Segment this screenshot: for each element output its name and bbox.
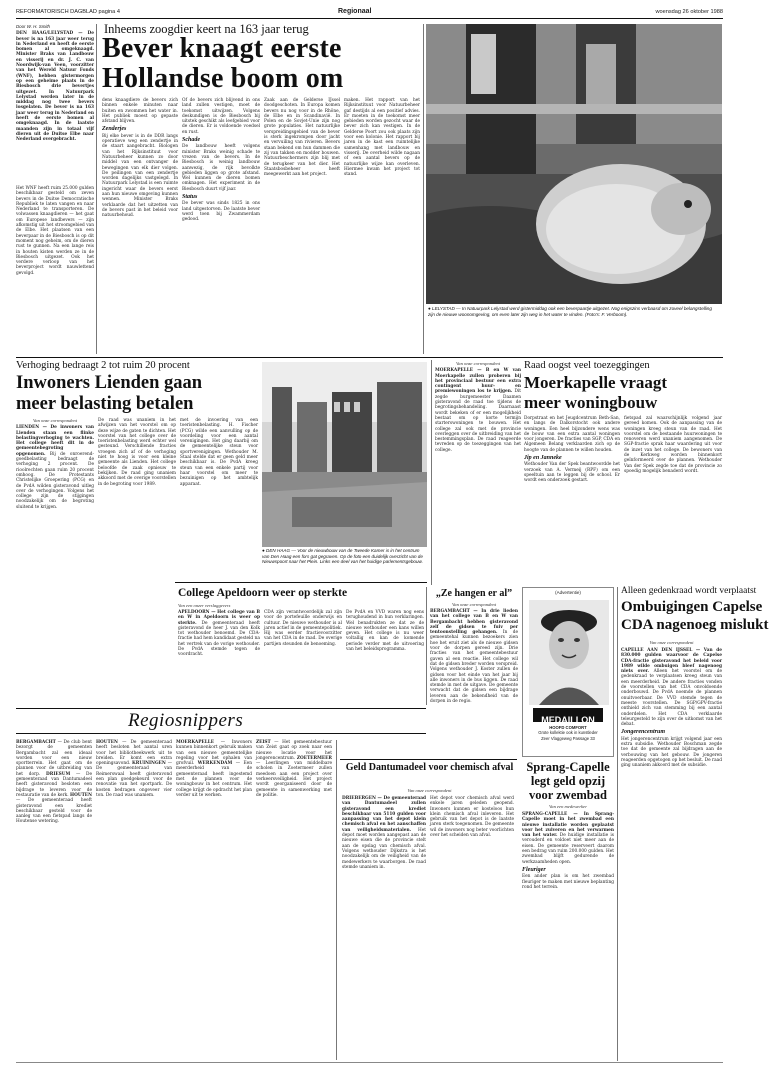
medaillon-photo [529, 600, 609, 705]
sprang-byline: Van een medewerker [548, 804, 587, 809]
hangen-body: BERGAMBACHT — In drie lieden van het college van B en W van Bergambacht hebben gisteravond zelf de gidsen te fuiv per tentoonstelling gehangen. In de gemeentehal kunnen bezoekers zien hoe het eruit ziet als de nieuwe gidsen voor de dorpen gereed zijn. Drie fracties van het gemeentebestuur gaven al een reactie. Het college wil dat de gidsen breder worden verspreid. Volgens wethouder J. Koster zullen de gidsen voor het einde van het jaar bij alle inwoners in de bus liggen. De raad stemde in met de uitgave. De gemeente verwacht dat de gidsen een bijdrage leveren aan de bekendheid van de dorpen in de regio. [430, 609, 518, 705]
dantumadeel-col1: DRIEBERGEN — De gemeenteraad van Dantumadeel zullen gisteravond een krediet beschikbaar van 5110 gulden voor aanpassing van het depot klein chemisch afval en het aanschaffen van veiligheidsmaterialen. Het depot moet worden aangepast aan de nieuwe eisen die de provincie stelt aan de opslag van chemisch afval. Volgens wethouder Dijkstra is het noodzakelijk om de veiligheid van de medewerkers te waarborgen. De raad stemde unaniem in. [342, 796, 426, 870]
snippers-col4: ZEIST — Het gemeentebestuur van Zeist gaat op zoek naar een nieuwe locatie voor het jongerencentrum. ZOETERMEER — Leerlingen van middelbare scholen in Zoetermeer zullen meedoen aan een project over verkeersveiligheid. Het project wordt georganiseerd door de gemeente in samenwerking met de politie. [256, 740, 332, 798]
medaillon-text: HOOFD COMFORT Grote kollektie ook in kunstleder Zeer Vlaggeweg Passage 33 [538, 725, 598, 741]
bever-sub-zenderjes: Zenderjes [102, 126, 127, 133]
lienden-col1: Van onze correspondent LIENDEN — De inwoners van Lienden staan een flinke belastingverhoging te wachten. Het college heeft dit in de gemeentebegroting opgenomen. Bij de onroerend-goedbelasting bedraagt de verhoging 2 procent. De rioolrechten gaan ruim 20 procent omhoog. De Protestants Christelijke Groepering (PCG) en de PvdA wilden gisteravond uitleg over de verhogingen. Volgens het college zijn de stijgingen noodzakelijk om de begroting sluitend te krijgen. [16, 418, 94, 510]
moerkapelle-col1: Van onze correspondent MOERKAPELLE — B en W van Moerkapelle zullen proberen bij het provinciaal bestuur een extra contingent huur- en premiewoningen los te krijgen. Dit zegde burgemeester Daamen gisteravond de raad toe tijdens de begrotingsbehandeling. Daarnaast wordt bekeken of er een mogelijkheid bestaat om op korte termijn starterswoningen te bouwen. Het college zal ook met de provincie overleggen over de uitbreiding van het bestemmingsplan. De raad reageerde tevreden op de toezeggingen van het college. [435, 361, 521, 453]
bever-col1: Het WNF heeft ruim 25.000 gulden beschikbaar gesteld om zeven bevers in de Duitse Democratische Republiek te laten vangen en naar Nederland te transporteren. De volwassen knaagdieren — het gaat om Europese landbevers — zijn afkomstig uit het stroomgebied van de Elbe. Het plaatsen van een beverpaar in de Biesbosch is op dit moment nog geheim, om de dieren rust te gunnen. Na een lange reis in houten kisten werden ze in de Biesbosch uitgezet. Ook het verdere verloop van het beverproject wordt nauwlettend gevolgd. [16, 186, 94, 276]
denhaag-caption: ● DEN HAAG — Voor de nieuwbouw van de Tweede Kamer is in het centrum van Den Haag een fors gat gegraven. Op de foto een duidelijk overzicht van de Nieuwspoort naar het Plein. Links een deel van het huidige parlementsgebouw. [262, 548, 423, 565]
bever-col4: Zaak aan de Gelderse IJssel doodgeschoten. In Europa komen bevers nu nog voor in de Rhône, de Elbe en in Scandinavië. In Polen en de Sovjet-Unie zijn nog grote populaties. Het natuurlijke verspreidingsgebied van de bever is sterk ingekrompen door jacht en vervuiling van rivieren. Bevers staan bekend om hun dammen die zij van takken en modder bouwen. Natuurbeschermers zijn blij met de terugkeer van het dier. Het Staatsbosbeheer heeft meegewerkt aan het project. [264, 98, 340, 178]
lienden-col2: De raad was unaniem in het afwijzen van het voorstel om op deze wijze de gaten te dichten. Het voorstel van het college over de toeristenbelasting werd echter wel gesteund. Verschillende fracties vroegen zich af of de verhoging niet te hoog is voor een kleine gemeente als Lienden. Het college beloofde de zaak opnieuw te bekijken. De raad ging unaniem akkoord met de overige voorstellen in de begroting voor 1989. [98, 418, 176, 487]
bever-col2: dens knaagdiere de bevers zich binnen enkele minuten naar buiten en zwommen het water in. Het publiek moest op gepaste afstand blijven. Zenderjes Bij elke bever is in de DDR langs operatieve weg een zendertje in de staart aangebracht. Biologen van het Rijksinstituut voor Natuurbeheer kunnen zo door middel van een ontvanger de bewegingen van elk dier volgen. De peilingen van een zendertje worden dagelijks vastgelegd. In Natuurpark Lelystad is een ruimte ingericht waar de bevers eerst aan hun nieuwe omgeving kunnen wennen. Minister Braks verklaarde dat het uitzetten van de bevers past in het beleid voor natuurbehoud. [102, 98, 178, 219]
moerkapelle-col3: fietspad zal waarschijnlijk volgend jaar gereed komen. Ook de aanpassing van de woningen kreeg steun van de raad. Het voorstel om de bestaande huurwoningen te renoveren werd unaniem aangenomen. De SGP-fractie sprak haar waardering uit voor de inzet van het college. De bewoners van de Kerkweg worden binnenkort geïnformeerd over de plannen. Wethouder Van der Spek zegde toe dat de provincie zo spoedig mogelijk benaderd wordt. [624, 416, 722, 474]
apeldoorn-col3: De PvdA en VVD waren nog eens terughoudend in hun verklaringen. Wel benadrukten ze dat ze de nieuwe wethouder een kans willen geven. Het college is nu weer voltallig en kan de komende periode verder met de uitvoering van het beleidsprogramma. [346, 610, 424, 653]
masthead-date: woensdag 26 oktober 1988 [655, 9, 723, 15]
sprang-body: SPRANG-CAPELLE — In Sprang-Capelle moet in het zwembad een nieuwe installatie worden geplaatst voor het zuiveren en het verwarmen van het water. De huidige installatie is verouderd en voldoet niet meer aan de eisen. De gemeente reserveert daarom een bedrag van ruim 200.000 gulden. Het zwembad blijft gedurende de werkzaamheden open. Fleuriger Een ander plan is om het zwembad fleuriger te maken met nieuwe beplanting rond het terrein. [522, 812, 614, 890]
bever-caption: ● LELYSTAD — In Natuurpark Lelystad werd gistermiddag ook een beverpaartje uitgezet. Nog enigszins verbaasd om zoveel belangstelling zijn de nieuwe woonomgeving, om even later zijn weg in het water te vinden. (Foto's: F. Verboom). [428, 306, 712, 317]
sprang-sub: Fleuriger [522, 866, 546, 873]
sprang-headline: Sprang-Capelle legt geld opzij voor zwembad [526, 760, 610, 802]
moerkapelle-byline: Van onze correspondent [456, 361, 500, 366]
masthead-rule [16, 18, 723, 19]
bever-col3: Of de bevers zich blijvend in ons land zullen vestigen, moet de toekomst uitwijzen. Volgens deskundigen is de Biesbosch bij uitstek geschikt als leefgebied voor de dieren. Er is voldoende voedsel en rust. Schade De landbouw heeft volgens minister Braks weinig schade te vrezen van de bevers. In de Biesbosch is weinig landbouw aanwezig, de rijk bevolkte gebieden liggen op grote afstand. Wel kunnen de dieren bomen omknagen. Het experiment in de Biesbosch duurt vijf jaar. Status De bever was sinds 1825 in ons land uitgestorven. De laatste bever werd toen bij Zwammerdam gedood. [182, 98, 260, 223]
bever-headline: Bever knaagt eerste Hollandse boom om [102, 33, 344, 94]
dantumadeel-headline: Geld Dantumadeel voor chemisch afval [345, 762, 514, 773]
snippers-col3: MOERKAPELLE — Inwoners kunnen binnenkort gebruik maken van een nieuwe gemeentelijke regeling voor het ophalen van grofvuil. WERKENDAM — Een meerderheid van de gemeenteraad heeft ingestemd met de plannen voor de woningbouw in het centrum. Het college krijgt de opdracht het plan verder uit te werken. [176, 740, 252, 798]
masthead [16, 8, 723, 18]
lienden-headline: Inwoners Lienden gaan meer belasting betalen [16, 373, 203, 414]
snippers-col2: HOUTEN — De gemeenteraad heeft besloten het aantal uren voor het bibliotheekwerk uit te breiden. Er komt een extra openingsavond. KRUININGEN — De gemeenteraad van Reimerswaal heeft gisteravond een plan goedgekeurd voor de renovatie van het sportpark. De kosten bedragen ongeveer vier ton. De raad was unaniem. [96, 740, 172, 798]
dantumadeel-col2: Het depot voor chemisch afval werd enkele jaren geleden geopend. Inwoners kunnen er kosteloos hun klein chemisch afval inleveren. Het gebruik van het depot is de laatste jaren sterk toegenomen. De gemeente wil de inwoners nog beter voorlichten over het scheiden van afval. [430, 796, 514, 839]
capelle-byline: Van onze correspondent [649, 640, 694, 645]
denhaag-photo [262, 362, 427, 547]
hangen-byline: Van onze correspondent [452, 602, 496, 607]
denhaag-photo-image [262, 362, 427, 547]
section-title: Regionaal [338, 8, 372, 15]
lienden-col3: met de invoering van een toeristenbelasting. H. Fischer (PCG) wilde een aanvulling op de voordeling voor een aantal verenigingen. Het ging daarbij om de gemeentelijke steun voor sportverenigingen. Wethouder M. Staal stelde dat er geen geld meer beschikbaar is. De PvdA kreeg steun van een enkele partij voor haar voorstel om meer te bezuinigen op het ambtelijk apparaat. [180, 418, 258, 487]
bever-kicker: Inheems zoogdier keert na 163 jaar terug [104, 22, 309, 36]
apeldoorn-byline: Van een onzer verslaggevers [178, 603, 231, 608]
regiosnippers-banner [16, 708, 426, 734]
capelle-body: CAPELLE AAN DEN IJSSEL — Van de 830.000 gulden waarvoor de Capelse CDA-fractie gisteravond het beleid voor 1989 wilde ombuigen bleef nagenoeg niets over. Alleen het voorstel om de gedenkraad te verplaatsen kreeg steun van een meerderheid. De andere fracties vonden de voorstellen van het CDA onvoldoende onderbouwd. De PvdA noemde de plannen onuitvoerbaar. De VVD stemde tegen de meeste voorstellen. De SGP/GPV-fractie onthield zich van stemming bij een aantal onderdelen. Het CDA verklaarde teleurgesteld te zijn over de uitkomst van het debat. Jongerencentrum Het jongerencentrum krijgt volgend jaar een extra subsidie. Wethouder Boschman zegde toe dat de gemeente zal bijdragen aan de verbouwing van het gebouw. De jongeren reageerden opgetogen op het besluit. De raad ging unaniem akkoord met de subsidie. [621, 648, 723, 769]
apeldoorn-col2: CDA zijn verantwoordelijk zal zijn voor de portefeuille onderwijs en cultuur. De nieuwe wethouder is al jaren actief in de gemeentepolitiek. Hij was eerder fractievoorzitter van het CDA in de raad. De overige partijen steunden de benoeming. [264, 610, 342, 647]
regiosnippers-title: Regiosnippers [128, 710, 244, 731]
bever-byline: Door W. H. Smith [16, 24, 50, 29]
snippers-col1: BERGAMBACHT — De club bent bezorgt de gemeenten Bergambacht zal een ideaal worden voor een nieuw sportterrein. Het gaat om de plannen voor de uitbreiding van het dorp. DRIESUM — De gemeenteraad van Dantumadeel heeft gisteravond besloten een bijdrage te leveren voor de restauratie van de kerk. HOUTEN — De gemeenteraad heeft gisteravond een krediet beschikbaar gesteld voor de aanleg van een fietspad langs de Houtense wetering. [16, 740, 92, 825]
bever-sub-schade: Schade [182, 137, 200, 144]
moerkapelle-kicker: Raad oogst veel toezeggingen [524, 360, 650, 371]
dantumadeel-byline: Van onze correspondent [407, 788, 452, 793]
capelle-sub: Jongerencentrum [621, 729, 666, 736]
lienden-byline: Van onze correspondent [33, 418, 77, 423]
bever-photo [426, 24, 722, 304]
bever-photo-image [426, 24, 722, 304]
medaillon-logo: MEDAILLON [533, 708, 603, 722]
bever-col5: maken. Het rapport van het Rijksinstituut voor Natuurbeheer gaf destijds al een positief advies. Er moeten in de toekomst meer gebieden worden gezocht waar de bever zich kan vestigen. In de Gelderse Poort zou ook plaats zijn voor een kolonie. Het rapport bij jaren in de kast een ruimtelijke samenhang met landbouw en visserij. De overheid wilde nagaan of een aantal bevers op de natuurlijke wijze kan overleven. Hiermee kwam het project tot stand. [344, 98, 420, 178]
medaillon-advertisement[interactable] [522, 587, 614, 757]
bever-sub-status: Status [182, 194, 198, 201]
moerkapelle-col2: Dorpstraat en het Jeugdcentrum Beth-San, en langs de Dalkorstocht ook andere woningen. Een heel bijzondere wens was de bouw van een extra aantal woningen voor jongeren. De fracties van SGP, CDA en Algemeen Belang verklaarden zich op de hoogte van de plannen te willen houden. Jip en Janneke Wethouder Van der Spek beantwoordde het verzoek van A. Vermeij (RPF) om een speeltuin aan te leggen bij de school. Er wordt een onderzoek gestart. [524, 416, 620, 484]
moerkapelle-sub: Jip en Janneke [524, 455, 562, 462]
ad-label: (Advertentie) [555, 590, 581, 595]
masthead-left: REFORMATORISCH DAGBLAD pagina 4 [16, 9, 120, 15]
apeldoorn-col1: APELDOORN — Het college van B en W in Apeldoorn is weer op sterkte. De gemeenteraad heeft gisteravond de heer J. van den Kolk tot wethouder benoemd. De CDA-fractie had hem kandidaat gesteld na het vertrek van de vorige wethouder. De PvdA stemde tegen de voordracht. [178, 610, 260, 658]
bever-lead: Door W. H. Smith DEN HAAG/LELYSTAD — De bever is na 163 jaar weer terug in Nederland en heeft de eerste bomen al omgeknaagd. Minister Braks van Landbouw en visserij en dr. J. C. van Noordwijk-van Veen, voorzitter van het Wereld Natuur Fonds (WNF), hebben gistermorgen op een geheime plaats in de Biesbosch drie bevertjes uitgezet. In Natuurpark Lelystad werden later in de middag nog twee bevers losgelaten. De bever is na 163 jaar weer terug in Nederland en heeft de eerste bomen al omgeknaagd. In de laatste maanden zijn in totaal vijf dieren uit de Duitse Elbe naar Nederland overgebracht. [16, 24, 94, 143]
hangen-headline: „Ze hangen er al” [435, 588, 513, 599]
capelle-kicker: Alleen gedenkraad wordt verplaatst [621, 586, 757, 596]
capelle-headline: Ombuigingen Capelse CDA nagenoeg mislukt [621, 599, 769, 633]
lienden-kicker: Verhoging bedraagt 2 tot ruim 20 procent [16, 360, 190, 371]
moerkapelle-headline: Moerkapelle vraagt meer woningbouw [524, 373, 668, 412]
apeldoorn-headline: College Apeldoorn weer op sterkte [178, 587, 348, 599]
